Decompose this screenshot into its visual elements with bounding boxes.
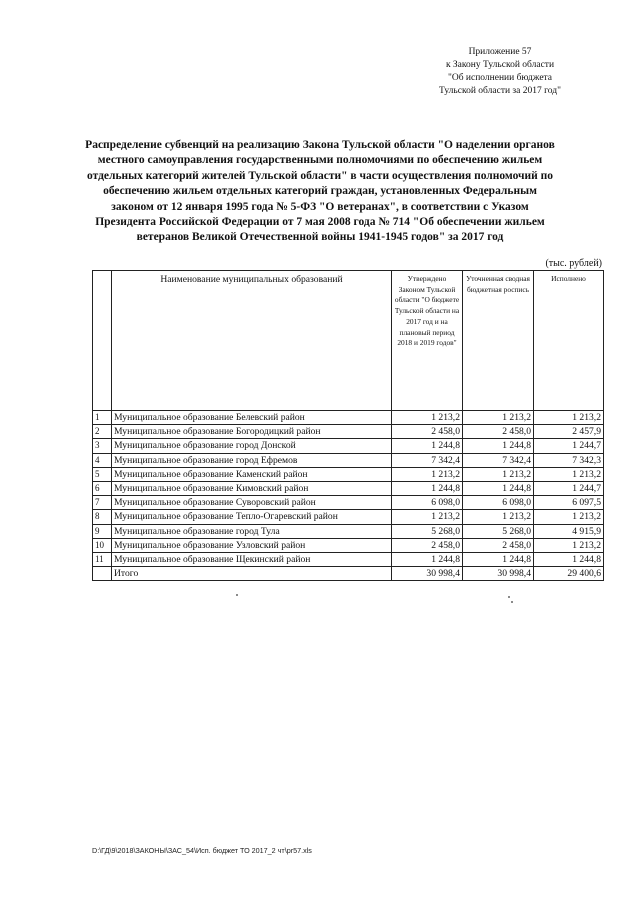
municipality-name: Муниципальное образование Узловский район — [112, 538, 392, 552]
executed-value: 1 213,2 — [534, 510, 604, 524]
revised-value: 1 213,2 — [463, 467, 534, 481]
municipality-name: Муниципальное образование Тепло-Огаревский район — [112, 510, 392, 524]
approved-value: 6 098,0 — [392, 496, 463, 510]
municipality-name: Муниципальное образование Щекинский район — [112, 552, 392, 566]
title-line: законом от 12 января 1995 года № 5-ФЗ "О ветеранах", в соответствии с Указом — [111, 200, 529, 213]
title-line: отдельных категорий жителей Тульской области" в части осуществления полномочий по — [86, 169, 554, 182]
row-number: 1 — [93, 411, 112, 425]
municipality-name: Муниципальное образование Белевский район — [112, 411, 392, 425]
revised-value: 7 342,4 — [463, 453, 534, 467]
header-name: Наименование муниципальных образований — [112, 271, 392, 411]
table-row — [93, 524, 604, 538]
revised-value: 1 244,8 — [463, 552, 534, 566]
scan-speck — [236, 594, 238, 596]
approved-value: 1 244,8 — [392, 552, 463, 566]
executed-value: 1 213,2 — [534, 411, 604, 425]
municipality-name: Муниципальное образование Каменский район — [112, 467, 392, 481]
appendix-line: "Об исполнении бюджета — [447, 73, 553, 83]
title-line: обеспечению жильем отдельных категорий граждан, установленных Федеральным — [103, 185, 537, 198]
revised-value: 6 098,0 — [463, 496, 534, 510]
approved-value: 1 213,2 — [392, 411, 463, 425]
table-row — [93, 467, 604, 481]
executed-value: 1 244,7 — [534, 481, 604, 495]
total-index — [93, 567, 112, 581]
row-number: 4 — [93, 453, 112, 467]
total-approved: 30 998,4 — [392, 567, 463, 581]
executed-value: 2 457,9 — [534, 425, 604, 439]
approved-value: 1 244,8 — [392, 439, 463, 453]
revised-value: 5 268,0 — [463, 524, 534, 538]
title-line: местного самоуправления государственными полномочиями по обеспечению жильем — [97, 154, 543, 167]
executed-value: 1 213,2 — [534, 467, 604, 481]
file-path: D:\ГД\9\2018\ЗАКОНЫ\ЗАС_54\Исп. бюджет ТО 2017_2 чт\pr57.xls — [92, 846, 312, 855]
municipality-name: Муниципальное образование город Донской — [112, 439, 392, 453]
executed-value: 6 097,5 — [534, 496, 604, 510]
table-row — [93, 439, 604, 453]
appendix-line: Приложение 57 — [468, 47, 532, 57]
row-number: 11 — [93, 552, 112, 566]
executed-value: 1 244,7 — [534, 439, 604, 453]
table-row — [93, 510, 604, 524]
executed-value: 4 915,9 — [534, 524, 604, 538]
table-row — [93, 538, 604, 552]
header-approved: Утверждено Законом Тульской области "О бюджете Тульской области на 2017 год и на плановый период 2018 и 2019 годов" — [392, 271, 463, 411]
appendix-note — [400, 46, 600, 98]
municipality-name: Муниципальное образование Кимовский район — [112, 481, 392, 495]
title-line: Распределение субвенций на реализацию Закона Тульской области "О наделении органов — [85, 139, 555, 151]
title-line: ветеранов Великой Отечественной войны 1941-1945 годов" за 2017 год — [136, 231, 504, 244]
approved-value: 5 268,0 — [392, 524, 463, 538]
table-row — [93, 552, 604, 566]
approved-value: 1 213,2 — [392, 467, 463, 481]
total-revised: 30 998,4 — [463, 567, 534, 581]
revised-value: 1 213,2 — [463, 510, 534, 524]
executed-value: 7 342,3 — [534, 453, 604, 467]
appendix-line: Тульской области за 2017 год" — [439, 86, 561, 96]
municipality-name: Муниципальное образование город Ефремов — [112, 453, 392, 467]
row-number: 10 — [93, 538, 112, 552]
approved-value: 1 213,2 — [392, 510, 463, 524]
municipality-name: Муниципальное образование город Тула — [112, 524, 392, 538]
table-row — [93, 481, 604, 495]
row-number: 5 — [93, 467, 112, 481]
revised-value: 1 244,8 — [463, 439, 534, 453]
subsidy-table — [92, 270, 604, 581]
revised-value: 2 458,0 — [463, 538, 534, 552]
row-number: 2 — [93, 425, 112, 439]
scan-speck — [511, 601, 513, 603]
appendix-line: к Закону Тульской области — [445, 60, 555, 70]
title-line: Президента Российской Федерации от 7 мая 2008 года № 714 "Об обеспечении жильем — [95, 216, 545, 229]
scan-speck — [508, 596, 510, 598]
table-total-row — [93, 567, 604, 581]
executed-value: 1 213,2 — [534, 538, 604, 552]
row-number: 3 — [93, 439, 112, 453]
approved-value: 7 342,4 — [392, 453, 463, 467]
units-label: (тыс. рублей) — [545, 258, 602, 269]
municipality-name: Муниципальное образование Суворовский район — [112, 496, 392, 510]
total-label: Итого — [112, 567, 392, 581]
row-number: 9 — [93, 524, 112, 538]
total-executed: 29 400,6 — [534, 567, 604, 581]
approved-value: 2 458,0 — [392, 425, 463, 439]
header-revised: Уточненная сводная бюджетная роспись — [463, 271, 534, 411]
row-number: 8 — [93, 510, 112, 524]
document-title — [80, 138, 560, 246]
revised-value: 1 244,8 — [463, 481, 534, 495]
header-index — [93, 271, 112, 411]
municipality-name: Муниципальное образование Богородицкий район — [112, 425, 392, 439]
revised-value: 2 458,0 — [463, 425, 534, 439]
approved-value: 1 244,8 — [392, 481, 463, 495]
revised-value: 1 213,2 — [463, 411, 534, 425]
table-row — [93, 411, 604, 425]
executed-value: 1 244,8 — [534, 552, 604, 566]
row-number: 7 — [93, 496, 112, 510]
table-body — [93, 411, 604, 581]
row-number: 6 — [93, 481, 112, 495]
header-executed: Исполнено — [534, 271, 604, 411]
approved-value: 2 458,0 — [392, 538, 463, 552]
table-row — [93, 425, 604, 439]
table-row — [93, 496, 604, 510]
table-row — [93, 453, 604, 467]
table-header-row — [93, 271, 604, 411]
